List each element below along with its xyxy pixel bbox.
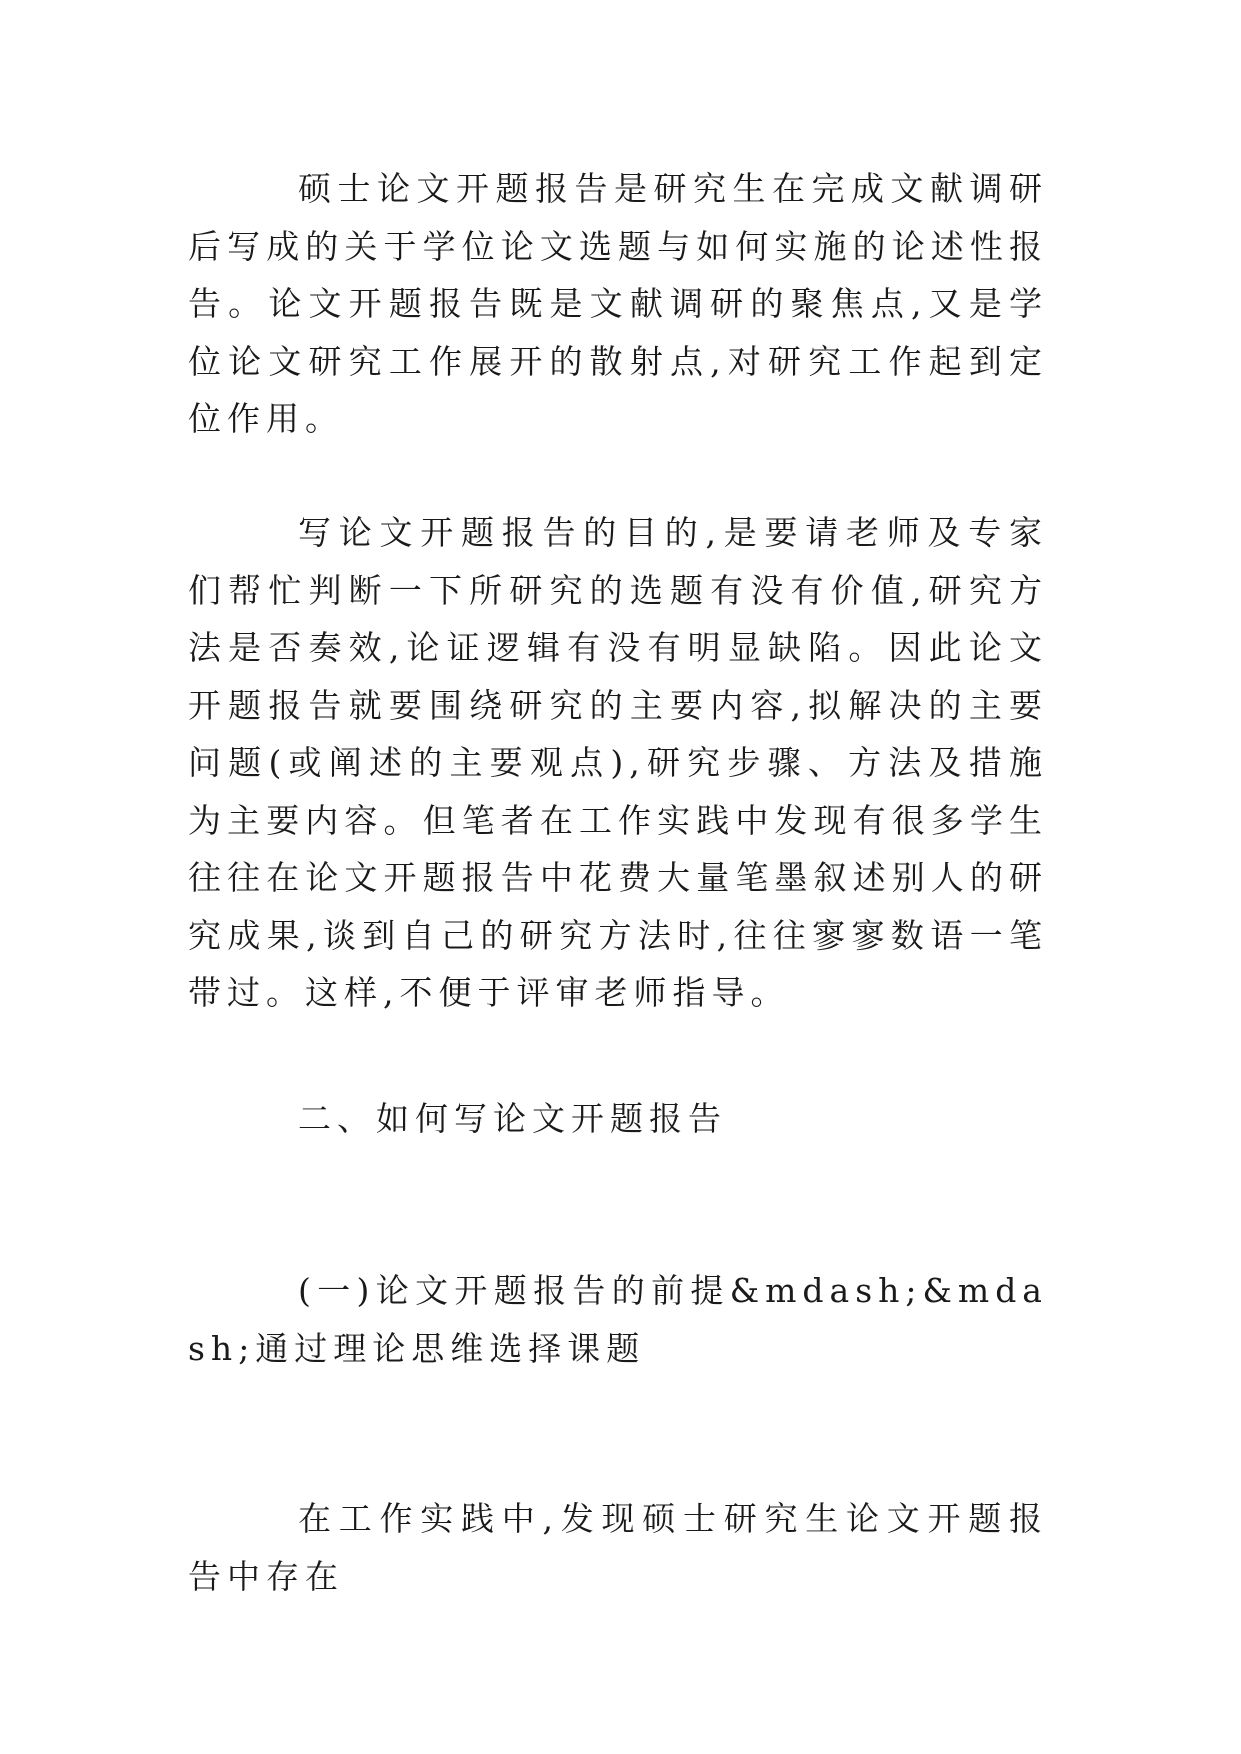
- paragraph-practice: 在工作实践中,发现硕士研究生论文开题报告中存在: [188, 1499, 1048, 1596]
- paragraph-purpose: 写论文开题报告的目的,是要请老师及专家们帮忙判断一下所研究的选题有没有价值,研究方法是否奏效,论证逻辑有没有明显缺陷。因此论文开题报告就要围绕研究的主要内容,拟解决的主要问题(或阐述的主要观点),研究步骤、方法及措施为主要内容。但笔者在工作实践中发现有很多学生往往在论文开题报告中花费大量笔墨叙述别人的研究成果,谈到自己的研究方法时,往往寥寥数语一笔带过。这样,不便于评审老师指导。: [188, 513, 1048, 1012]
- section-heading: 二、如何写论文开题报告: [298, 1099, 727, 1138]
- subsection-heading: (一)论文开题报告的前提&mdash;&mdash;通过理论思维选择课题: [188, 1271, 1048, 1368]
- paragraph-intro: 硕士论文开题报告是研究生在完成文献调研后写成的关于学位论文选题与如何实施的论述性报告。论文开题报告既是文献调研的聚焦点,又是学位论文研究工作展开的散射点,对研究工作起到定位作用。: [188, 169, 1048, 438]
